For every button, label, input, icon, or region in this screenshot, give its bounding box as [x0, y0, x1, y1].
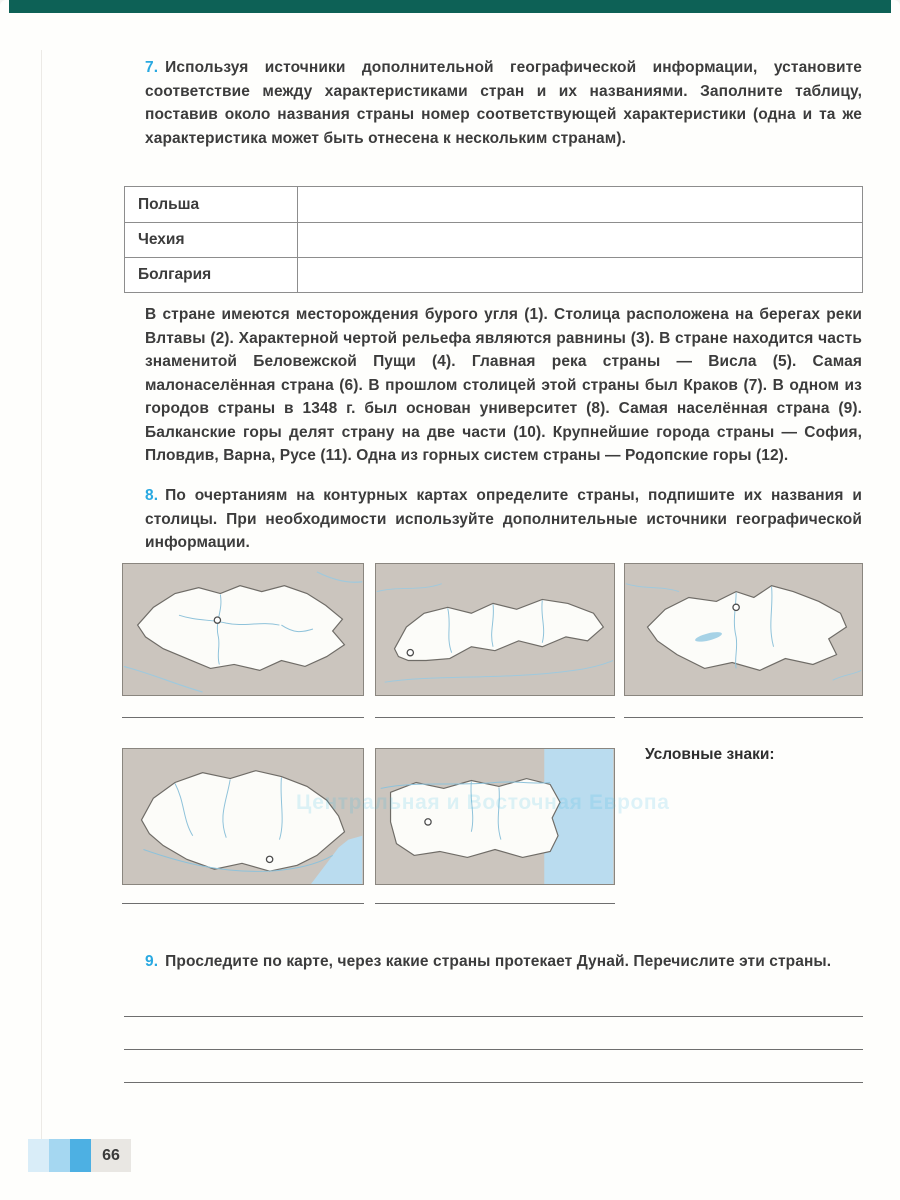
task-9-number: 9. [145, 953, 159, 970]
answer-cell [298, 187, 862, 222]
task-7-text: Используя источники дополнительной географической информации, установите соответствие между характеристиками стран и их названиями. Заполните таблицу, поставив около названия страны номер соответствующей характеристики (одна и та же характеристика может быть отнесена к нескольким странам). [145, 59, 862, 147]
black-sea-area [544, 749, 613, 884]
slovakia-map-graphic [376, 564, 614, 695]
book-cover-edge [9, 0, 891, 13]
answer-line [122, 717, 364, 718]
answer-cell [298, 258, 862, 292]
contour-map-bulgaria [375, 748, 615, 885]
capital-marker-icon [407, 649, 413, 655]
czechia-map-graphic [123, 564, 363, 695]
contour-map-czechia [122, 563, 364, 696]
contour-map-hungary [624, 563, 863, 696]
page-number: 66 [91, 1139, 131, 1172]
table-row-bulgaria [125, 257, 862, 292]
answer-line [124, 1049, 863, 1050]
task-8-text: По очертаниям на контурных картах определите страны, подпишите их названия и столицы. При необходимости используйте дополнительные источники географической информации. [145, 487, 862, 551]
answer-line [122, 903, 364, 904]
answer-cell [298, 223, 862, 257]
page-number-block [28, 1139, 131, 1172]
answer-line [124, 1016, 863, 1017]
romania-map-graphic [123, 749, 363, 884]
answer-line [124, 1082, 863, 1083]
legend-label: Условные знаки: [645, 746, 775, 763]
answer-line [624, 717, 863, 718]
answer-line [375, 717, 615, 718]
hungary-map-graphic [625, 564, 862, 695]
table-row-poland [125, 187, 862, 222]
capital-marker-icon [266, 856, 272, 862]
contour-map-slovakia [375, 563, 615, 696]
task-8-paragraph [145, 484, 862, 555]
decor-square-light [28, 1139, 49, 1172]
country-label: Болгария [125, 258, 298, 292]
capital-marker-icon [214, 617, 220, 623]
characteristics-paragraph: В стране имеются месторождения бурого угля (1). Столица расположена на берегах реки Влтавы (2). Характерной чертой рельефа являются равнины (3). В стране находится часть знаменитой Беловежской Пущи (4). Главная река страны — Висла (5). Самая малонаселённая страна (6). В прошлом столицей этой страны был Краков (7). В одном из городов страны в 1348 г. был основан университет (8). Самая населённая страна (9). Балканские горы делят страну на две части (10). Крупнейшие города страны — София, Пловдив, Варна, Русе (11). Одна из горных систем страны — Родопские горы (12). [145, 306, 862, 464]
country-match-table [124, 186, 863, 293]
country-outline [391, 779, 560, 858]
decor-square-dark [70, 1139, 91, 1172]
bulgaria-map-graphic [376, 749, 614, 884]
task-7-paragraph [145, 56, 862, 150]
answer-line [375, 903, 615, 904]
page-crease [41, 50, 42, 1145]
task-7-number: 7. [145, 59, 159, 76]
capital-marker-icon [733, 604, 739, 610]
contour-map-romania [122, 748, 364, 885]
country-label: Польша [125, 187, 298, 222]
task-9-text: Проследите по карте, через какие страны протекает Дунай. Перечислите эти страны. [165, 953, 832, 970]
table-row-czechia [125, 222, 862, 257]
task-8-number: 8. [145, 487, 159, 504]
country-label: Чехия [125, 223, 298, 257]
show-through-heading: Центральная Европа [296, 791, 670, 814]
capital-marker-icon [425, 819, 431, 825]
decor-square-medium [49, 1139, 70, 1172]
task-9-paragraph [145, 950, 862, 974]
